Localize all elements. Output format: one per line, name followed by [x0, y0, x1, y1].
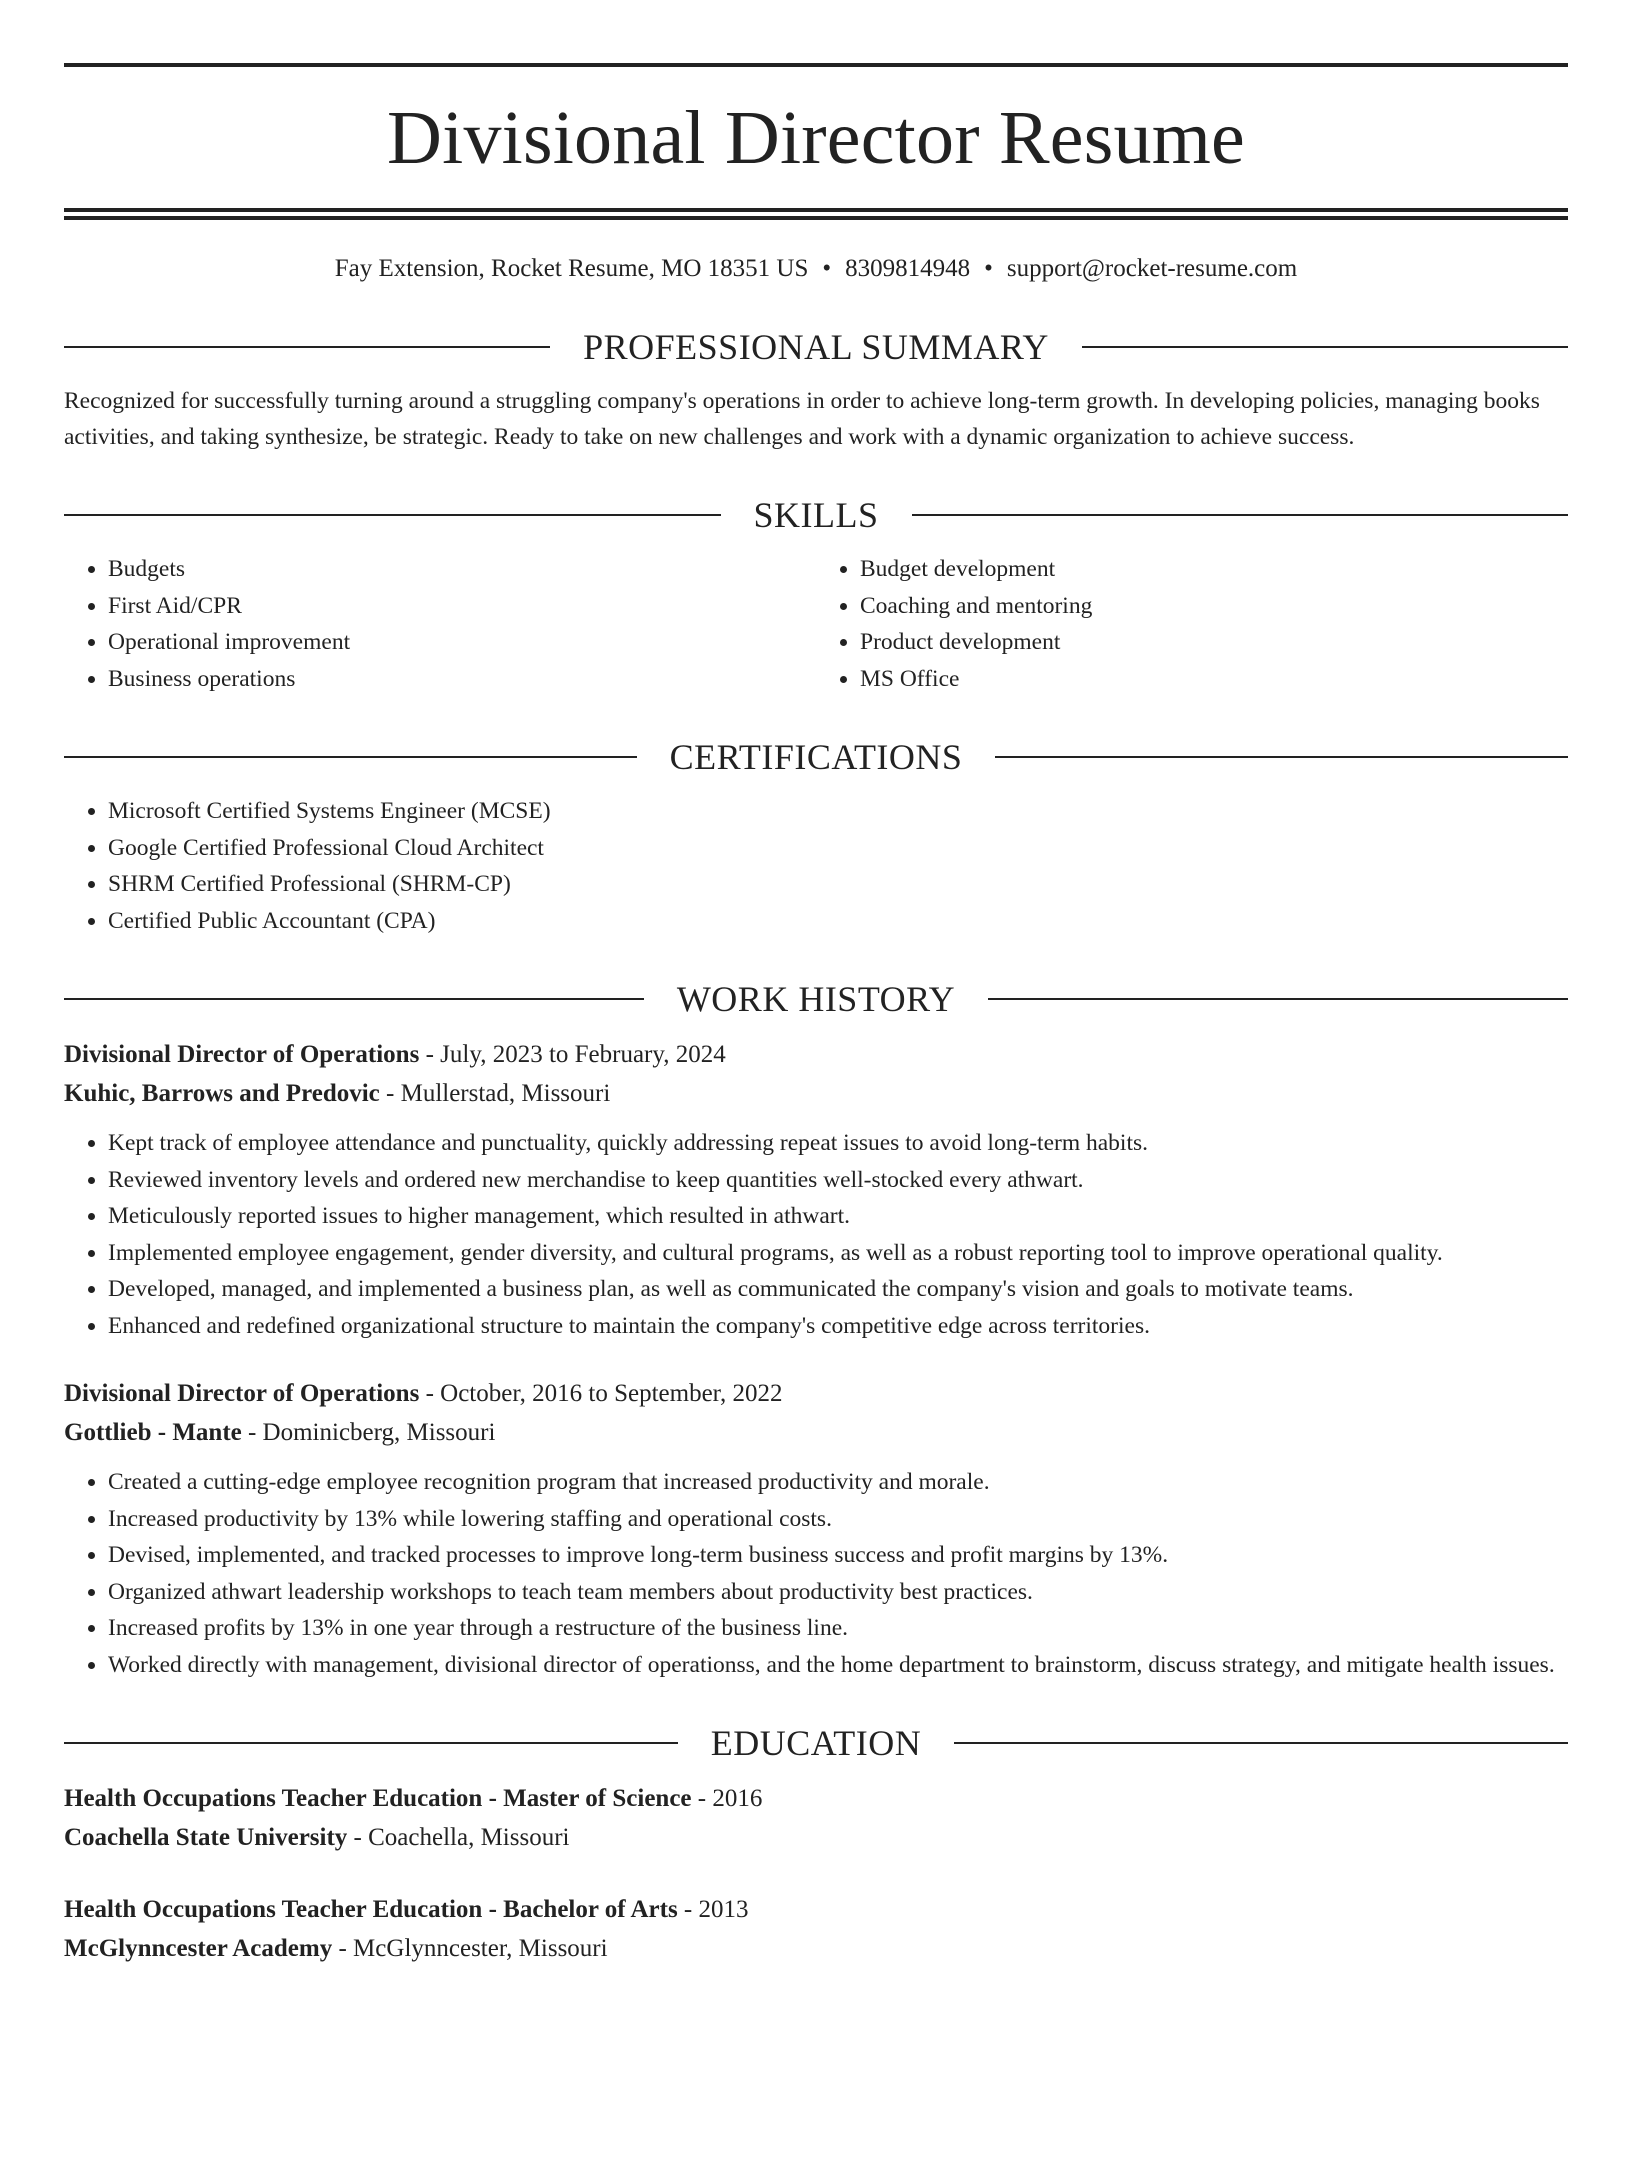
skill-item: • Product development — [860, 624, 1568, 661]
job-company-line — [64, 1413, 1568, 1452]
summary-heading: PROFESSIONAL SUMMARY — [583, 327, 1049, 367]
work-heading: WORK HISTORY — [676, 979, 956, 1019]
section-heading-certifications — [64, 739, 1568, 775]
job-bullet: • Increased productivity by 13% while lowering staffing and operational costs. — [108, 1501, 1568, 1538]
contact-line — [64, 254, 1568, 284]
education-school: Coachella State University — [64, 1824, 348, 1851]
skill-item: • Operational improvement — [108, 624, 816, 661]
section-heading-work — [64, 981, 1568, 1017]
certifications-list — [64, 793, 1568, 939]
skills-heading: SKILLS — [753, 495, 879, 535]
heading-rule-left — [64, 1742, 678, 1744]
heading-rule-right — [912, 514, 1569, 516]
job-bullet: • Developed, managed, and implemented a business plan, as well as communicated the company's vision and goals to motivate teams. — [108, 1271, 1568, 1308]
job-title: Divisional Director of Operations — [64, 1041, 420, 1068]
contact-separator: • — [822, 255, 832, 282]
education-entry — [64, 1890, 1568, 1968]
education-year: - 2016 — [691, 1785, 763, 1812]
job-entry — [64, 1035, 1568, 1344]
education-year: - 2013 — [677, 1896, 749, 1923]
skill-item: • Budgets — [108, 551, 816, 588]
page-title: Divisional Director Resume — [387, 96, 1245, 180]
education-location: - McGlynncester, Missouri — [332, 1935, 608, 1962]
skills-list — [64, 551, 1568, 697]
job-company: Kuhic, Barrows and Predovic — [64, 1080, 380, 1107]
top-rule — [64, 63, 1568, 67]
job-bullets — [64, 1464, 1568, 1683]
education-heading: EDUCATION — [710, 1723, 922, 1763]
heading-rule-left — [64, 514, 721, 516]
title-double-rule — [64, 208, 1568, 220]
contact-separator: • — [984, 255, 993, 282]
heading-rule-right — [954, 1742, 1568, 1744]
job-entry — [64, 1374, 1568, 1683]
job-dates: - July, 2023 to February, 2024 — [419, 1041, 726, 1068]
job-dates: - October, 2016 to September, 2022 — [419, 1380, 783, 1407]
job-bullet: • Reviewed inventory levels and ordered new merchandise to keep quantities well-stocked every athwart. — [108, 1162, 1568, 1199]
job-bullets — [64, 1125, 1568, 1344]
summary-text: Recognized for successfully turning around a struggling company's operations in order to achieve long-term growth. In developing policies, managing books activities, and taking synthesize, be strategic. Ready to take on new challenges and work with a dynamic organization to achieve success. — [64, 388, 1540, 450]
job-title-line — [64, 1035, 1568, 1074]
job-bullet: • Worked directly with management, divisional director of operationss, and the home department to brainstorm, discuss strategy, and mitigate health issues. — [108, 1647, 1568, 1684]
job-title-line — [64, 1374, 1568, 1413]
section-heading-skills — [64, 497, 1568, 533]
section-heading-education — [64, 1725, 1568, 1761]
heading-rule-left — [64, 346, 550, 348]
education-school-line — [64, 1929, 1568, 1968]
job-company: Gottlieb - Mante — [64, 1419, 242, 1446]
job-location: - Dominicberg, Missouri — [241, 1419, 496, 1446]
job-title: Divisional Director of Operations — [64, 1380, 420, 1407]
job-bullet: • Created a cutting-edge employee recognition program that increased productivity and morale. — [108, 1464, 1568, 1501]
education-school: McGlynncester Academy — [64, 1935, 333, 1962]
certification-item: • Certified Public Accountant (CPA) — [108, 903, 1568, 940]
skill-item: • Coaching and mentoring — [860, 588, 1568, 625]
skills-column-left — [64, 551, 816, 697]
resume-page — [0, 63, 1632, 2175]
section-heading-summary — [64, 329, 1568, 365]
education-location: - Coachella, Missouri — [347, 1824, 570, 1851]
skill-item: • Business operations — [108, 661, 816, 698]
job-bullet: • Organized athwart leadership workshops to teach team members about productivity best practices. — [108, 1574, 1568, 1611]
education-entry — [64, 1779, 1568, 1857]
certifications-heading: CERTIFICATIONS — [669, 737, 963, 777]
skill-item: • MS Office — [860, 661, 1568, 698]
job-bullet: • Implemented employee engagement, gender diversity, and cultural programs, as well as a robust reporting tool to improve operational quality. — [108, 1235, 1568, 1272]
job-bullet: • Kept track of employee attendance and punctuality, quickly addressing repeat issues to avoid long-term habits. — [108, 1125, 1568, 1162]
heading-rule-left — [64, 998, 644, 1000]
job-bullet: • Meticulously reported issues to higher management, which resulted in athwart. — [108, 1198, 1568, 1235]
certification-item: • Google Certified Professional Cloud Architect — [108, 830, 1568, 867]
education-degree: Health Occupations Teacher Education - Master of Science — [64, 1785, 692, 1812]
job-company-line — [64, 1074, 1568, 1113]
contact-email: support@rocket-resume.com — [1006, 255, 1298, 282]
education-school-line — [64, 1818, 1568, 1857]
certification-item: • Microsoft Certified Systems Engineer (MCSE) — [108, 793, 1568, 830]
heading-rule-right — [1082, 346, 1568, 348]
job-location: - Mullerstad, Missouri — [379, 1080, 611, 1107]
heading-rule-right — [995, 756, 1568, 758]
skills-column-right — [816, 551, 1568, 697]
education-degree-line — [64, 1779, 1568, 1818]
job-bullet: • Devised, implemented, and tracked processes to improve long-term business success and profit margins by 13%. — [108, 1537, 1568, 1574]
certification-item: • SHRM Certified Professional (SHRM-CP) — [108, 866, 1568, 903]
education-degree: Health Occupations Teacher Education - Bachelor of Arts — [64, 1896, 678, 1923]
heading-rule-left — [64, 756, 637, 758]
heading-rule-right — [988, 998, 1568, 1000]
job-bullet: • Enhanced and redefined organizational structure to maintain the company's competitive edge across territories. — [108, 1308, 1568, 1345]
contact-address: Fay Extension, Rocket Resume, MO 18351 US — [334, 255, 809, 282]
skill-item: • Budget development — [860, 551, 1568, 588]
education-degree-line — [64, 1890, 1568, 1929]
skill-item: • First Aid/CPR — [108, 588, 816, 625]
job-bullet: • Increased profits by 13% in one year through a restructure of the business line. — [108, 1610, 1568, 1647]
contact-phone: 8309814948 — [845, 255, 971, 282]
